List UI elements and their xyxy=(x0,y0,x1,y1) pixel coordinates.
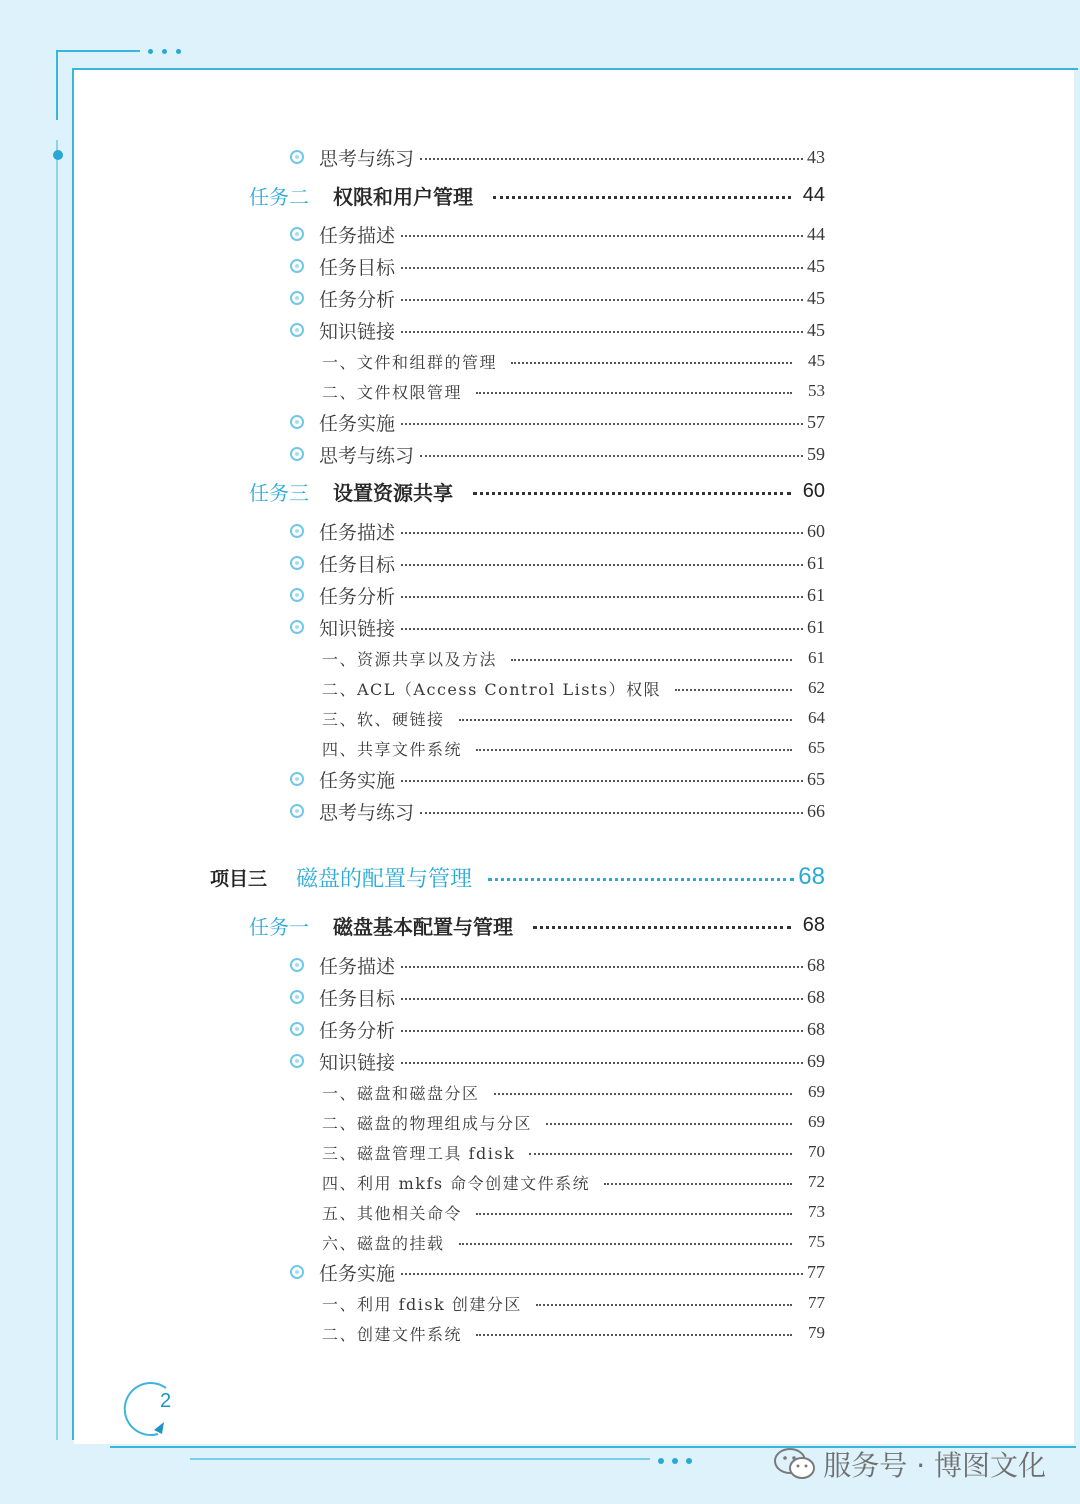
frame-line-top-left xyxy=(56,50,140,52)
toc-page-number: 66 xyxy=(807,800,825,821)
toc-item-row[interactable] xyxy=(0,408,1080,436)
circle-bullet-icon xyxy=(290,990,304,1004)
dotted-leader xyxy=(401,331,803,333)
toc-page-number: 77 xyxy=(808,1293,825,1312)
dotted-leader xyxy=(476,1213,792,1215)
toc-sub-row[interactable] xyxy=(0,1229,1080,1255)
toc-entry-title: 二、创建文件系统 xyxy=(322,1324,463,1344)
dotted-leader xyxy=(401,1273,803,1275)
toc-item-row[interactable] xyxy=(0,517,1080,545)
toc-entry-title: 二、磁盘的物理组成与分区 xyxy=(322,1113,533,1133)
toc-item-row[interactable] xyxy=(0,1015,1080,1043)
circle-bullet-icon xyxy=(290,1054,304,1068)
toc-sub-row[interactable] xyxy=(0,1169,1080,1195)
dotted-leader xyxy=(476,1334,792,1336)
toc-page-number: 69 xyxy=(807,1050,825,1071)
circle-bullet-icon xyxy=(290,415,304,429)
dotted-leader xyxy=(473,492,791,495)
toc-item-row[interactable] xyxy=(0,765,1080,793)
toc-task-label: 任务二 xyxy=(249,186,309,209)
toc-entry-title: 三、软、硬链接 xyxy=(322,709,445,729)
page-number: 2 xyxy=(160,1390,172,1412)
frame-dot xyxy=(176,49,181,54)
toc-page-number: 69 xyxy=(808,1112,825,1131)
toc-entry-title: 任务分析 xyxy=(319,1019,396,1042)
circle-bullet-icon xyxy=(290,291,304,305)
toc-item-row[interactable] xyxy=(0,951,1080,979)
toc-entry-title: 任务实施 xyxy=(319,1262,396,1285)
toc-page-number: 62 xyxy=(808,678,825,697)
frame-dot xyxy=(148,49,153,54)
toc-entry-title: 任务分析 xyxy=(319,288,396,311)
circle-bullet-icon xyxy=(290,323,304,337)
toc-page-number: 68 xyxy=(807,986,825,1007)
watermark xyxy=(773,1444,1046,1484)
toc-entry-title: 任务分析 xyxy=(319,585,396,608)
circle-bullet-icon xyxy=(290,958,304,972)
toc-page-number: 59 xyxy=(807,443,825,464)
frame-line-left-upper xyxy=(56,50,58,120)
watermark-text: 服务号 · 博图文化 xyxy=(823,1449,1046,1482)
dotted-leader xyxy=(401,423,803,425)
toc-sub-row[interactable] xyxy=(0,675,1080,701)
toc-entry-title: 知识链接 xyxy=(319,1051,396,1074)
toc-page-number: 70 xyxy=(808,1142,825,1161)
toc-task-row[interactable] xyxy=(0,910,1080,940)
dotted-leader xyxy=(494,1093,792,1095)
toc-item-row[interactable] xyxy=(0,252,1080,280)
toc-page-number: 73 xyxy=(808,1202,825,1221)
dotted-leader xyxy=(401,564,803,566)
toc-item-row[interactable] xyxy=(0,440,1080,468)
toc-sub-row[interactable] xyxy=(0,735,1080,761)
toc-page-number: 75 xyxy=(808,1232,825,1251)
toc-item-row[interactable] xyxy=(0,983,1080,1011)
toc-page-number: 61 xyxy=(808,648,825,667)
toc-entry-title: 一、资源共享以及方法 xyxy=(322,649,498,669)
toc-entry-title: 任务描述 xyxy=(319,521,396,544)
toc-entry-title: 任务实施 xyxy=(319,769,396,792)
toc-page-number: 68 xyxy=(807,1018,825,1039)
dotted-leader xyxy=(604,1183,792,1185)
dotted-leader xyxy=(401,532,803,534)
circle-bullet-icon xyxy=(290,772,304,786)
toc-page-number: 61 xyxy=(807,552,825,573)
toc-page-number: 77 xyxy=(807,1261,825,1282)
dotted-leader xyxy=(511,362,792,364)
toc-page-number: 44 xyxy=(802,183,825,206)
wechat-icon xyxy=(773,1447,817,1481)
frame-line-top xyxy=(72,68,1078,70)
toc-entry-title: 二、ACL（Access Control Lists）权限 xyxy=(322,679,662,699)
toc-item-row[interactable] xyxy=(0,1258,1080,1286)
dotted-leader xyxy=(533,926,791,929)
toc-sub-row[interactable] xyxy=(0,1109,1080,1135)
dotted-leader xyxy=(476,749,792,751)
toc-page-number: 68 xyxy=(802,913,825,936)
toc-page-number: 65 xyxy=(808,738,825,757)
dotted-leader xyxy=(476,392,792,394)
toc-entry-title: 磁盘的配置与管理 xyxy=(296,865,473,891)
toc-task-label: 任务三 xyxy=(249,482,309,505)
toc-item-row[interactable] xyxy=(0,581,1080,609)
toc-page-number: 53 xyxy=(808,381,825,400)
circle-bullet-icon xyxy=(290,804,304,818)
toc-entry-title: 设置资源共享 xyxy=(333,482,453,505)
toc-task-row[interactable] xyxy=(0,180,1080,210)
toc-project-label: 项目三 xyxy=(210,868,268,890)
circle-bullet-icon xyxy=(290,588,304,602)
toc-entry-title: 思考与练习 xyxy=(319,801,415,824)
toc-entry-title: 任务描述 xyxy=(319,224,396,247)
toc-page-number: 45 xyxy=(807,287,825,308)
toc-entry-title: 六、磁盘的挂载 xyxy=(322,1233,445,1253)
toc-sub-row[interactable] xyxy=(0,1199,1080,1225)
toc-page-number: 69 xyxy=(808,1082,825,1101)
dotted-leader xyxy=(401,596,803,598)
dotted-leader xyxy=(459,1243,792,1245)
dotted-leader xyxy=(401,966,803,968)
toc-entry-title: 任务实施 xyxy=(319,412,396,435)
dotted-leader xyxy=(511,659,792,661)
toc-sub-row[interactable] xyxy=(0,645,1080,671)
circle-bullet-icon xyxy=(290,447,304,461)
toc-sub-row[interactable] xyxy=(0,1079,1080,1105)
toc-page-number: 64 xyxy=(808,708,825,727)
dotted-leader xyxy=(401,780,803,782)
toc-page-number: 65 xyxy=(807,768,825,789)
toc-entry-title: 一、文件和组群的管理 xyxy=(322,352,498,372)
dotted-leader xyxy=(529,1153,792,1155)
frame-dot xyxy=(672,1458,678,1464)
toc-entry-title: 二、文件权限管理 xyxy=(322,382,463,402)
dotted-leader xyxy=(420,455,803,457)
toc-entry-title: 三、磁盘管理工具 fdisk xyxy=(322,1143,516,1163)
toc-page-number: 61 xyxy=(807,616,825,637)
toc-entry-title: 任务描述 xyxy=(319,955,396,978)
dotted-leader xyxy=(420,812,803,814)
toc-page-number: 44 xyxy=(807,223,825,244)
toc-item-row[interactable] xyxy=(0,316,1080,344)
toc-item-row[interactable] xyxy=(0,284,1080,312)
toc-item-row[interactable] xyxy=(0,549,1080,577)
circle-bullet-icon xyxy=(290,620,304,634)
toc-page-number: 79 xyxy=(808,1323,825,1342)
toc-task-label: 任务一 xyxy=(249,916,309,939)
dotted-leader xyxy=(488,878,794,881)
toc-entry-title: 知识链接 xyxy=(319,617,396,640)
toc-entry-title: 权限和用户管理 xyxy=(333,186,473,209)
dotted-leader xyxy=(675,689,792,691)
toc-sub-row[interactable] xyxy=(0,378,1080,404)
toc-page-number: 45 xyxy=(807,255,825,276)
toc-entry-title: 五、其他相关命令 xyxy=(322,1203,463,1223)
toc-page-number: 68 xyxy=(807,954,825,975)
circle-bullet-icon xyxy=(290,259,304,273)
frame-line-bottom-outer xyxy=(190,1458,650,1460)
toc-page-number: 72 xyxy=(808,1172,825,1191)
dotted-leader xyxy=(401,235,803,237)
toc-entry-title: 思考与练习 xyxy=(319,444,415,467)
toc-page-number: 61 xyxy=(807,584,825,605)
dotted-leader xyxy=(401,628,803,630)
toc-entry-title: 磁盘基本配置与管理 xyxy=(333,916,513,939)
toc-page-number: 45 xyxy=(808,351,825,370)
toc-entry-title: 任务目标 xyxy=(319,987,396,1010)
toc-sub-row[interactable] xyxy=(0,1139,1080,1165)
toc-page-number: 68 xyxy=(798,863,825,890)
toc-entry-title: 一、磁盘和磁盘分区 xyxy=(322,1083,480,1103)
dotted-leader xyxy=(420,158,803,160)
dotted-leader xyxy=(401,299,803,301)
circle-bullet-icon xyxy=(290,1265,304,1279)
toc-item-row[interactable] xyxy=(0,143,1080,171)
toc-sub-row[interactable] xyxy=(0,1320,1080,1346)
dotted-leader xyxy=(401,1030,803,1032)
toc-project-row[interactable] xyxy=(0,860,1080,894)
toc-entry-title: 任务目标 xyxy=(319,256,396,279)
dotted-leader xyxy=(493,196,791,199)
frame-dot xyxy=(162,49,167,54)
circle-bullet-icon xyxy=(290,524,304,538)
dotted-leader xyxy=(401,998,803,1000)
toc-sub-row[interactable] xyxy=(0,1290,1080,1316)
frame-dot xyxy=(686,1458,692,1464)
toc-item-row[interactable] xyxy=(0,797,1080,825)
dotted-leader xyxy=(401,1062,803,1064)
toc-page-number: 60 xyxy=(807,520,825,541)
toc-page-number: 60 xyxy=(802,479,825,502)
toc-sub-row[interactable] xyxy=(0,348,1080,374)
dotted-leader xyxy=(459,719,792,721)
toc-entry-title: 知识链接 xyxy=(319,320,396,343)
toc-entry-title: 四、共享文件系统 xyxy=(322,739,463,759)
toc-item-row[interactable] xyxy=(0,613,1080,641)
frame-top-band xyxy=(0,0,1080,70)
toc-item-row[interactable] xyxy=(0,1047,1080,1075)
dotted-leader xyxy=(536,1304,792,1306)
circle-bullet-icon xyxy=(290,556,304,570)
circle-bullet-icon xyxy=(290,227,304,241)
circle-bullet-icon xyxy=(290,150,304,164)
toc-entry-title: 一、利用 fdisk 创建分区 xyxy=(322,1294,522,1314)
dotted-leader xyxy=(546,1123,792,1125)
frame-dot xyxy=(658,1458,664,1464)
toc-page-number: 57 xyxy=(807,411,825,432)
toc-entry-title: 任务目标 xyxy=(319,553,396,576)
toc-item-row[interactable] xyxy=(0,220,1080,248)
toc-task-row[interactable] xyxy=(0,476,1080,506)
toc-sub-row[interactable] xyxy=(0,705,1080,731)
toc-page-number: 43 xyxy=(807,146,825,167)
toc-entry-title: 思考与练习 xyxy=(319,147,415,170)
toc-entry-title: 四、利用 mkfs 命令创建文件系统 xyxy=(322,1173,591,1193)
dotted-leader xyxy=(401,267,803,269)
circle-bullet-icon xyxy=(290,1022,304,1036)
toc-page-number: 45 xyxy=(807,319,825,340)
